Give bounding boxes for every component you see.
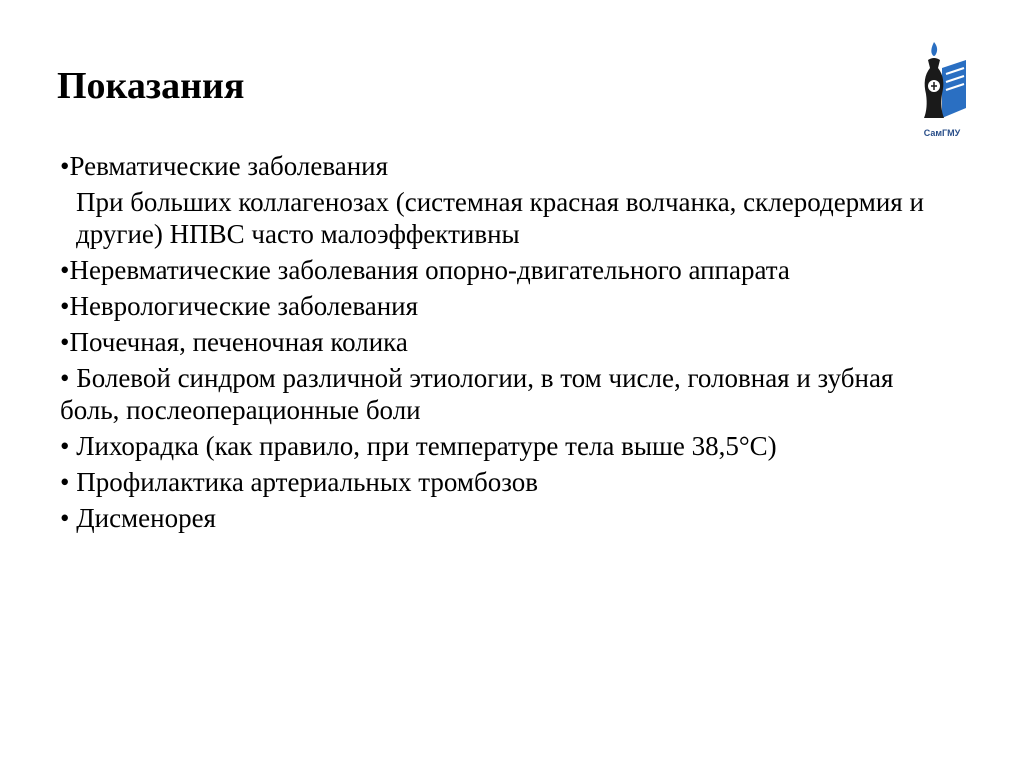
list-item: • Дисменорея <box>60 503 216 533</box>
indications-list <box>60 150 940 538</box>
logo-text: СамГМУ <box>923 128 961 138</box>
slide-title: Показания <box>57 65 245 107</box>
list-item: • Болевой синдром различной этиологии, в том числе, головная и зубная боль, послеоперационные боли <box>60 363 894 425</box>
list-item: •Неврологические заболевания <box>60 291 419 321</box>
list-item: •Почечная, печеночная колика <box>60 327 408 357</box>
samgmu-logo <box>912 38 972 142</box>
list-item: •Неревматические заболевания опорно-двигательного аппарата <box>60 255 790 285</box>
list-item: • Лихорадка (как правило, при температуре тела выше 38,5°С) <box>60 431 777 461</box>
logo-emblem-icon <box>912 38 972 130</box>
list-item: •Ревматические заболевания <box>60 151 389 181</box>
list-item: При больших коллагенозах (системная красная волчанка, склеродермия и другие) НПВС часто малоэффективны <box>76 187 924 249</box>
list-item: • Профилактика артериальных тромбозов <box>60 467 538 497</box>
